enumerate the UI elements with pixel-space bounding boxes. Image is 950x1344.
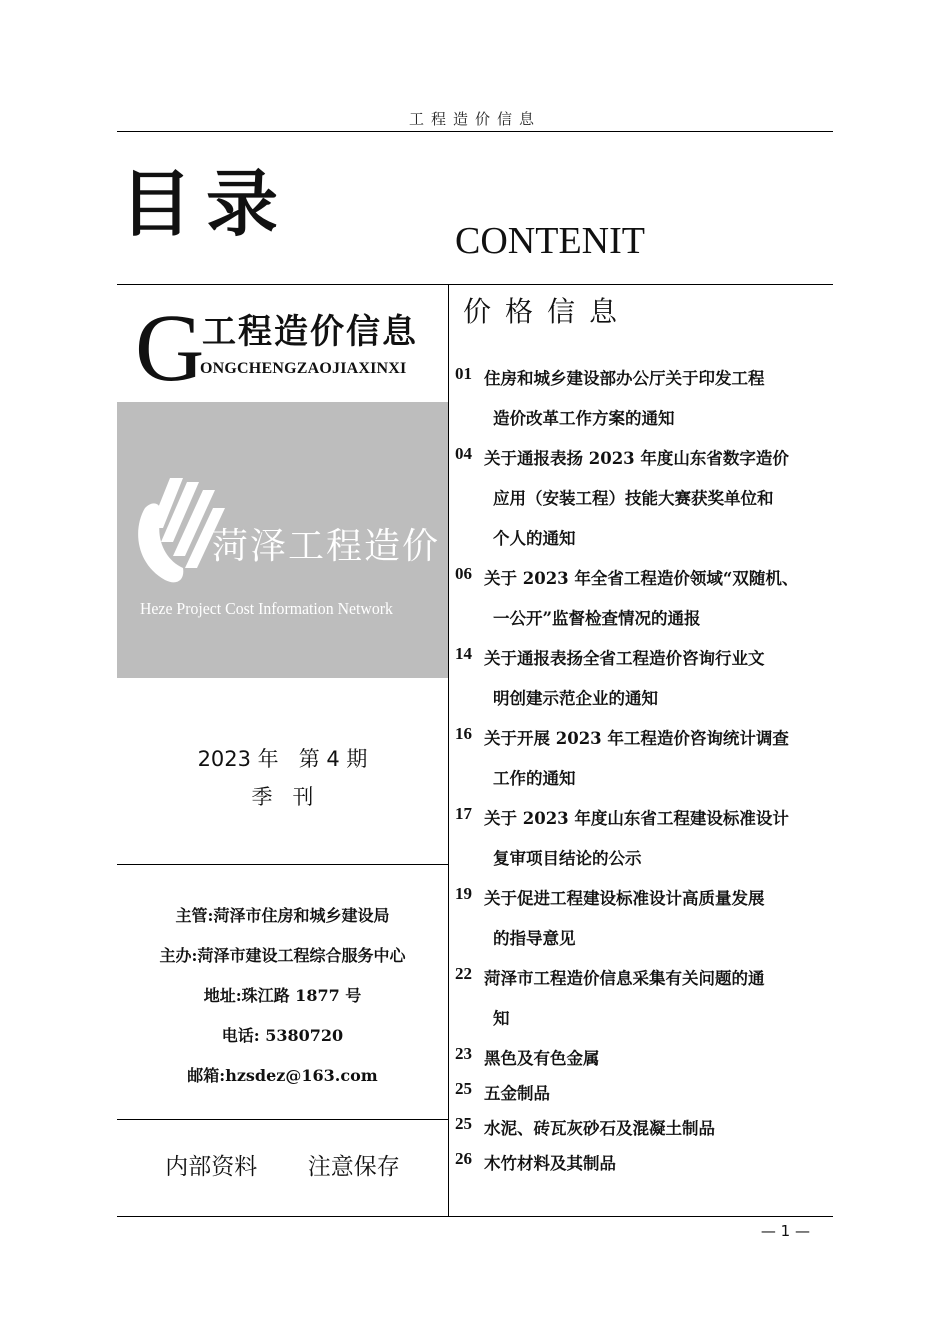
toc-entry[interactable] bbox=[455, 804, 835, 884]
publisher-info bbox=[117, 896, 448, 1096]
toc-page-number: 26 bbox=[455, 1149, 472, 1168]
toc-page-number: 04 bbox=[455, 444, 472, 463]
toc-entry[interactable] bbox=[455, 364, 835, 444]
toc-entry-title bbox=[484, 364, 835, 444]
toc-entry-line: 工作的通知 bbox=[493, 769, 576, 788]
toc-entry-title bbox=[484, 1079, 835, 1114]
running-header: 工程造价信息 bbox=[408, 110, 541, 128]
contents-title-cn: 目录 bbox=[120, 162, 293, 246]
toc-page-number: 14 bbox=[455, 644, 472, 663]
toc-page-number: 01 bbox=[455, 364, 472, 383]
toc-entry-line: 个人的通知 bbox=[493, 529, 576, 548]
toc-page-number: 25 bbox=[455, 1114, 472, 1133]
title-rule bbox=[117, 284, 833, 285]
toc-entry-title bbox=[484, 804, 835, 884]
toc-entry-line: 的指导意见 bbox=[493, 929, 576, 948]
publisher-email: 邮箱:hzsdez@163.com bbox=[187, 1066, 378, 1085]
toc-entry-title bbox=[484, 644, 835, 724]
toc-entry[interactable] bbox=[455, 964, 835, 1044]
issue-frequency: 季 刊 bbox=[251, 785, 314, 809]
toc-entry-line: 住房和城乡建设部办公厅关于印发工程 bbox=[484, 369, 765, 388]
toc-entry-title bbox=[484, 964, 835, 1044]
toc-page-number: 22 bbox=[455, 964, 472, 983]
left-rule-1 bbox=[117, 864, 448, 865]
issue-number: 2023 年 第 4 期 bbox=[197, 747, 368, 771]
toc-entry-line: 菏泽市工程造价信息采集有关问题的通 bbox=[484, 969, 765, 988]
toc-entry-line: 关于开展 2023 年工程造价咨询统计调查 bbox=[484, 729, 789, 748]
publisher-sponsor: 主办:菏泽市建设工程综合服务中心 bbox=[159, 946, 406, 965]
contents-title-en: CONTENIT bbox=[455, 220, 645, 262]
toc-page-number: 19 bbox=[455, 884, 472, 903]
toc-entry[interactable] bbox=[455, 1079, 835, 1114]
toc-entry-line: 一公开”监督检查情况的通报 bbox=[493, 609, 701, 628]
toc-entry-line: 复审项目结论的公示 bbox=[493, 849, 642, 868]
toc-entry[interactable] bbox=[455, 884, 835, 964]
toc-entry[interactable] bbox=[455, 1044, 835, 1079]
toc-entry-title bbox=[484, 1149, 835, 1184]
issue-info bbox=[117, 740, 448, 816]
toc-entry-line: 黑色及有色金属 bbox=[484, 1049, 600, 1068]
toc-entry-title bbox=[484, 884, 835, 964]
toc-page-number: 23 bbox=[455, 1044, 472, 1063]
toc-entry-line: 五金制品 bbox=[484, 1084, 550, 1103]
publisher-phone: 电话: 5380720 bbox=[221, 1026, 344, 1045]
toc-entry-line: 关于通报表扬 2023 年度山东省数字造价 bbox=[484, 449, 789, 468]
banner-en-text: Heze Project Cost Information Network bbox=[140, 599, 393, 618]
toc-entry-line: 知 bbox=[493, 1009, 510, 1028]
logo-en-title: ONGCHENGZAOJIAXINXI bbox=[200, 360, 407, 377]
toc-entry[interactable] bbox=[455, 564, 835, 644]
footer-rule bbox=[117, 1216, 833, 1217]
toc-page-number: 25 bbox=[455, 1079, 472, 1098]
toc-page-number: 16 bbox=[455, 724, 472, 743]
left-rule-2 bbox=[117, 1119, 448, 1120]
toc-entry-title bbox=[484, 1114, 835, 1149]
toc-entry-title bbox=[484, 724, 835, 804]
toc-entry-title bbox=[484, 1044, 835, 1079]
publisher-address: 地址:珠江路 1877 号 bbox=[203, 986, 362, 1005]
toc-entry-line: 关于通报表扬全省工程造价咨询行业文 bbox=[484, 649, 765, 668]
table-of-contents bbox=[455, 364, 835, 1184]
toc-entry[interactable] bbox=[455, 444, 835, 564]
toc-entry[interactable] bbox=[455, 1114, 835, 1149]
internal-notice: 内部资料 注意保存 bbox=[165, 1154, 400, 1180]
logo-cn-title: 工程造价信息 bbox=[202, 312, 418, 352]
column-divider bbox=[448, 284, 449, 1217]
publisher-supervisor: 主管:菏泽市住房和城乡建设局 bbox=[175, 906, 390, 925]
toc-page-number: 17 bbox=[455, 804, 472, 823]
toc-entry-title bbox=[484, 444, 835, 564]
toc-entry-line: 木竹材料及其制品 bbox=[484, 1154, 616, 1173]
toc-entry-line: 关于 2023 年度山东省工程建设标准设计 bbox=[484, 809, 789, 828]
toc-entry-line: 关于促进工程建设标准设计高质量发展 bbox=[484, 889, 765, 908]
toc-entry[interactable] bbox=[455, 644, 835, 724]
toc-entry-line: 应用（安装工程）技能大赛获奖单位和 bbox=[493, 489, 774, 508]
toc-entry-line: 造价改革工作方案的通知 bbox=[493, 409, 675, 428]
header-rule bbox=[117, 131, 833, 132]
brand-banner bbox=[117, 402, 448, 678]
toc-entry-title bbox=[484, 564, 835, 644]
section-title: 价格信息 bbox=[463, 295, 632, 328]
toc-entry-line: 关于 2023 年全省工程造价领域“双随机、 bbox=[484, 569, 799, 588]
logo-letter: G bbox=[135, 294, 205, 401]
banner-cn-text: 菏泽工程造价 bbox=[212, 526, 441, 567]
toc-page-number: 06 bbox=[455, 564, 472, 583]
toc-entry[interactable] bbox=[455, 724, 835, 804]
toc-entry-line: 明创建示范企业的通知 bbox=[493, 689, 658, 708]
toc-entry-line: 水泥、砖瓦灰砂石及混凝土制品 bbox=[484, 1119, 715, 1138]
toc-entry[interactable] bbox=[455, 1149, 835, 1184]
page-number: — 1 — bbox=[760, 1222, 810, 1240]
